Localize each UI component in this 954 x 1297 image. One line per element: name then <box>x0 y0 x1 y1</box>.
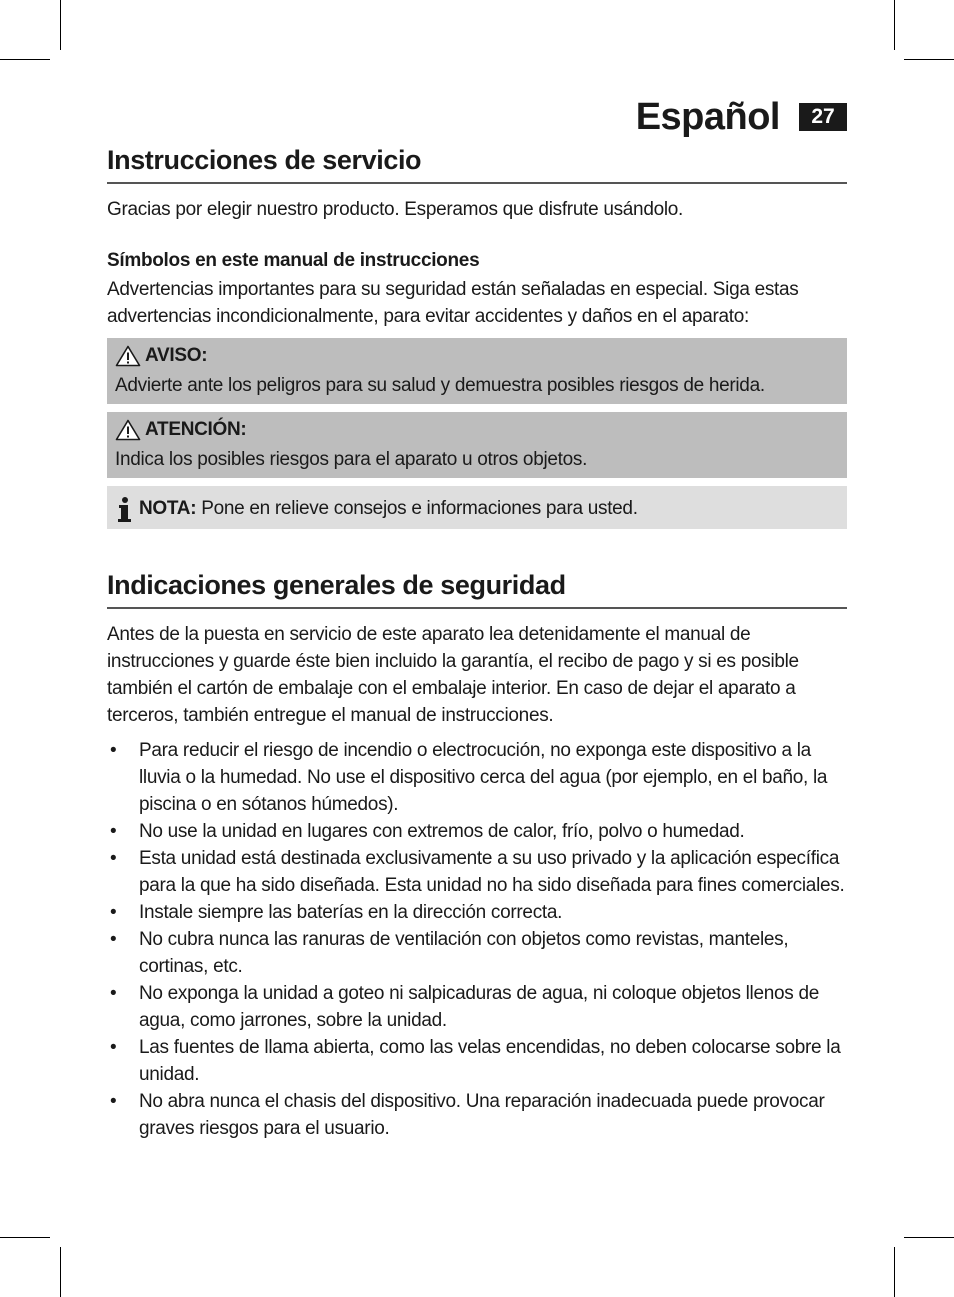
list-item: • No exponga la unidad a goteo ni salpicaduras de agua, ni coloque objetos llenos de agua, como jarrones, sobre la unidad. <box>107 980 847 1034</box>
section-safety <box>107 570 847 1142</box>
warning-triangle-icon <box>115 419 141 441</box>
crop-mark <box>904 1237 954 1238</box>
nota-label: NOTA: <box>139 498 197 519</box>
list-item: • Esta unidad está destinada exclusivamente a su uso privado y la aplicación específica para la que ha sido diseñada. Esta unidad no ha sido diseñada para fines comerciales. <box>107 845 847 899</box>
info-icon <box>115 496 133 522</box>
list-item: • No use la unidad en lugares con extremos de calor, frío, polvo o humedad. <box>107 818 847 845</box>
atencion-label: ATENCIÓN: <box>145 419 247 440</box>
atencion-box <box>107 412 847 478</box>
intro-paragraph: Gracias por elegir nuestro producto. Esperamos que disfrute usándolo. <box>107 199 684 220</box>
aviso-text: Advierte ante los peligros para su salud y demuestra posibles riesgos de herida. <box>115 375 765 396</box>
symbols-heading: Símbolos en este manual de instrucciones <box>107 250 480 271</box>
list-item: • No abra nunca el chasis del dispositivo. Una reparación inadecuada puede provocar graves riesgos para el usuario. <box>107 1088 847 1142</box>
safety-intro-paragraph: Antes de la puesta en servicio de este aparato lea detenidamente el manual de instrucciones y guarde éste bien incluido la garantía, el recibo de pago y si es posible también el cartón de embalaje con el embalaje interior. En caso de dejar el aparato a terceros, también entregue el manual de instrucciones. <box>107 624 799 726</box>
crop-mark <box>904 59 954 60</box>
nota-box <box>107 486 847 529</box>
symbols-paragraph: Advertencias importantes para su seguridad están señaladas en especial. Siga estas advertencias incondicionalmente, para evitar accidentes y daños en el aparato: <box>107 279 799 327</box>
aviso-box <box>107 338 847 404</box>
crop-mark <box>60 1247 61 1297</box>
section-title: Instrucciones de servicio <box>107 145 847 184</box>
safety-bullet-list <box>107 737 847 1142</box>
list-item: • Instale siempre las baterías en la dirección correcta. <box>107 899 847 926</box>
page-number-badge: 27 <box>799 103 847 131</box>
language-title: Español <box>635 96 780 138</box>
crop-mark <box>60 0 61 50</box>
list-item: • No cubra nunca las ranuras de ventilación con objetos como revistas, manteles, cortinas, etc. <box>107 926 847 980</box>
atencion-text: Indica los posibles riesgos para el aparato u otros objetos. <box>115 449 588 470</box>
aviso-label: AVISO: <box>145 345 208 366</box>
section-title: Indicaciones generales de seguridad <box>107 570 847 609</box>
crop-mark <box>894 0 895 50</box>
crop-mark <box>894 1247 895 1297</box>
warning-triangle-icon <box>115 345 141 367</box>
nota-text: Pone en relieve consejos e informaciones para usted. <box>201 498 638 519</box>
list-item: • Las fuentes de llama abierta, como las velas encendidas, no deben colocarse sobre la unidad. <box>107 1034 847 1088</box>
crop-mark <box>0 59 50 60</box>
crop-mark <box>0 1237 50 1238</box>
list-item: • Para reducir el riesgo de incendio o electrocución, no exponga este dispositivo a la lluvia o la humedad. No use el dispositivo cerca del agua (por ejemplo, en el baño, la piscina o en sótanos húmedos). <box>107 737 847 818</box>
section-instructions <box>107 145 847 529</box>
